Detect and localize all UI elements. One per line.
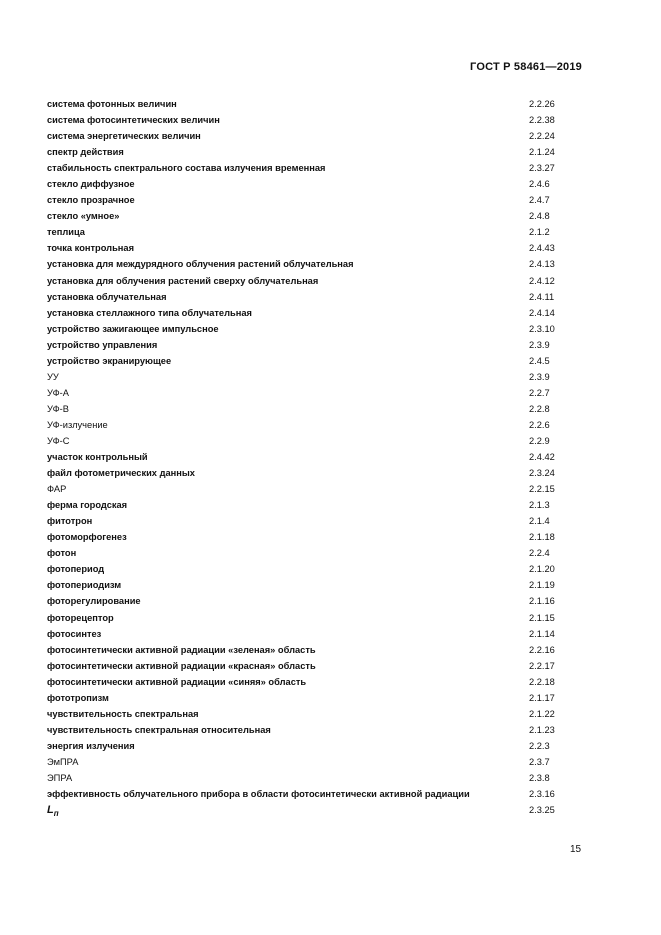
index-reference: 2.2.6 (529, 419, 550, 430)
index-reference: 2.1.16 (529, 596, 555, 607)
index-term: фитотрон (47, 516, 93, 527)
index-reference: 2.3.25 (529, 805, 555, 816)
index-term: стекло «умное» (47, 211, 120, 222)
index-reference: 2.3.8 (529, 772, 550, 783)
index-term: фотон (47, 548, 77, 559)
index-reference: 2.3.10 (529, 323, 555, 334)
index-entry (47, 593, 582, 609)
index-entry (47, 481, 582, 497)
index-entry (47, 690, 582, 706)
index-entry (47, 722, 582, 738)
index-reference: 2.3.27 (529, 163, 555, 174)
index-term: устройство зажигающее импульсное (47, 323, 219, 334)
index-reference: 2.2.18 (529, 676, 555, 687)
index-term: фототропизм (47, 692, 109, 703)
index-entry (47, 642, 582, 658)
index-reference: 2.4.14 (529, 307, 555, 318)
document-designation: ГОСТ Р 58461—2019 (470, 61, 582, 73)
index-term-symbol (47, 802, 529, 822)
alphabetical-index (47, 96, 582, 818)
index-term: фоторецептор (47, 612, 114, 623)
index-entry (47, 610, 582, 626)
index-reference: 2.1.23 (529, 724, 555, 735)
index-entry (47, 802, 582, 818)
index-entry (47, 305, 582, 321)
page-number: 15 (570, 844, 582, 855)
index-reference: 2.1.2 (529, 227, 550, 238)
index-term: установка стеллажного типа облучательная (47, 307, 252, 318)
index-term: ФАР (47, 484, 67, 495)
index-term: система фотонных величин (47, 99, 177, 109)
index-entry (47, 513, 582, 529)
index-term: точка контрольная (47, 243, 135, 254)
index-reference: 2.4.7 (529, 195, 550, 206)
index-term: чувствительность спектральная (47, 708, 199, 719)
index-entry (47, 497, 582, 513)
index-reference: 2.1.14 (529, 628, 555, 639)
index-reference: 2.4.13 (529, 259, 555, 270)
index-reference: 2.2.16 (529, 644, 555, 655)
index-term: система энергетических величин (47, 131, 201, 142)
index-term: фотосинтетически активной радиации «синяя» область (47, 676, 307, 687)
index-entry (47, 626, 582, 642)
index-reference: 2.3.16 (529, 789, 555, 800)
symbol-subscript: п (53, 809, 59, 819)
index-entry (47, 321, 582, 337)
index-term: УФ-С (47, 435, 70, 446)
index-reference: 2.4.12 (529, 275, 555, 286)
index-entry (47, 433, 582, 449)
index-entry (47, 240, 582, 256)
index-entry (47, 96, 582, 112)
index-entry (47, 144, 582, 160)
index-term: эффективность облучательного прибора в области фотосинтетически активной радиации (47, 789, 470, 800)
index-term: участок контрольный (47, 452, 148, 463)
index-entry (47, 561, 582, 577)
index-term: УФ-излучение (47, 419, 108, 430)
index-entry (47, 754, 582, 770)
index-reference: 2.4.42 (529, 452, 555, 463)
index-term: устройство управления (47, 339, 158, 350)
index-entry (47, 449, 582, 465)
index-entry (47, 256, 582, 272)
index-reference: 2.1.22 (529, 708, 555, 719)
index-reference: 2.2.3 (529, 740, 550, 751)
index-reference: 2.4.43 (529, 243, 555, 254)
index-entry (47, 529, 582, 545)
index-reference: 2.2.4 (529, 548, 550, 559)
index-reference: 2.2.24 (529, 131, 555, 142)
index-term: фотопериод (47, 564, 105, 575)
index-reference: 2.3.24 (529, 468, 555, 479)
index-reference: 2.1.3 (529, 500, 550, 511)
index-entry (47, 192, 582, 208)
index-term: устройство экранирующее (47, 355, 172, 366)
index-reference: 2.4.6 (529, 179, 550, 190)
index-reference: 2.1.15 (529, 612, 555, 623)
index-term: ЭмПРА (47, 756, 79, 767)
index-term: фотопериодизм (47, 580, 122, 591)
index-reference: 2.2.38 (529, 115, 555, 126)
index-term: УФ-А (47, 387, 69, 398)
index-reference: 2.1.17 (529, 692, 555, 703)
index-entry (47, 289, 582, 305)
index-entry (47, 224, 582, 240)
index-entry (47, 353, 582, 369)
index-term: энергия излучения (47, 740, 135, 751)
index-term: УУ (47, 371, 59, 382)
index-entry (47, 465, 582, 481)
symbol-letter: L (47, 804, 54, 817)
index-reference: 2.1.4 (529, 516, 550, 527)
index-reference: 2.4.8 (529, 211, 550, 222)
index-term: стекло прозрачное (47, 195, 135, 206)
index-entry (47, 112, 582, 128)
index-reference: 2.1.18 (529, 532, 555, 543)
index-term: УФ-В (47, 403, 69, 414)
index-entry (47, 706, 582, 722)
index-entry (47, 385, 582, 401)
index-term: установка для междурядного облучения растений облучательная (47, 259, 354, 270)
index-entry (47, 738, 582, 754)
index-entry (47, 577, 582, 593)
index-reference: 2.2.17 (529, 660, 555, 671)
index-reference: 2.1.19 (529, 580, 555, 591)
index-term: файл фотометрических данных (47, 468, 195, 479)
index-reference: 2.3.9 (529, 339, 550, 350)
index-term: теплица (47, 227, 85, 238)
index-reference: 2.1.24 (529, 147, 555, 158)
index-entry (47, 208, 582, 224)
index-entry (47, 273, 582, 289)
index-reference: 2.3.7 (529, 756, 550, 767)
index-reference: 2.2.26 (529, 99, 555, 109)
index-reference: 2.3.9 (529, 371, 550, 382)
index-reference: 2.2.15 (529, 484, 555, 495)
index-term: фоторегулирование (47, 596, 141, 607)
index-reference: 2.1.20 (529, 564, 555, 575)
index-reference: 2.2.7 (529, 387, 550, 398)
index-entry (47, 658, 582, 674)
index-term: фотосинтетически активной радиации «зеленая» область (47, 644, 316, 655)
index-term: установка облучательная (47, 291, 167, 302)
index-term: установка для облучения растений сверху облучательная (47, 275, 319, 286)
index-entry (47, 160, 582, 176)
index-entry (47, 337, 582, 353)
index-term: фотосинтетически активной радиации «красная» область (47, 660, 316, 671)
index-term: ЭПРА (47, 772, 73, 783)
index-reference: 2.2.8 (529, 403, 550, 414)
index-entry (47, 401, 582, 417)
index-entry (47, 417, 582, 433)
index-entry (47, 674, 582, 690)
index-entry (47, 545, 582, 561)
index-term: спектр действия (47, 147, 124, 158)
index-term: система фотосинтетических величин (47, 115, 220, 126)
index-entry (47, 770, 582, 786)
index-term: чувствительность спектральная относительная (47, 724, 271, 735)
index-reference: 2.4.11 (529, 291, 555, 302)
index-term: стабильность спектрального состава излучения временная (47, 163, 326, 174)
index-entry (47, 176, 582, 192)
index-entry (47, 786, 582, 802)
index-term: фотоморфогенез (47, 532, 127, 543)
index-term: стекло диффузное (47, 179, 135, 190)
index-term: фотосинтез (47, 628, 102, 639)
index-term: ферма городская (47, 500, 128, 511)
index-entry (47, 128, 582, 144)
index-entry (47, 369, 582, 385)
index-reference: 2.4.5 (529, 355, 550, 366)
index-reference: 2.2.9 (529, 435, 550, 446)
